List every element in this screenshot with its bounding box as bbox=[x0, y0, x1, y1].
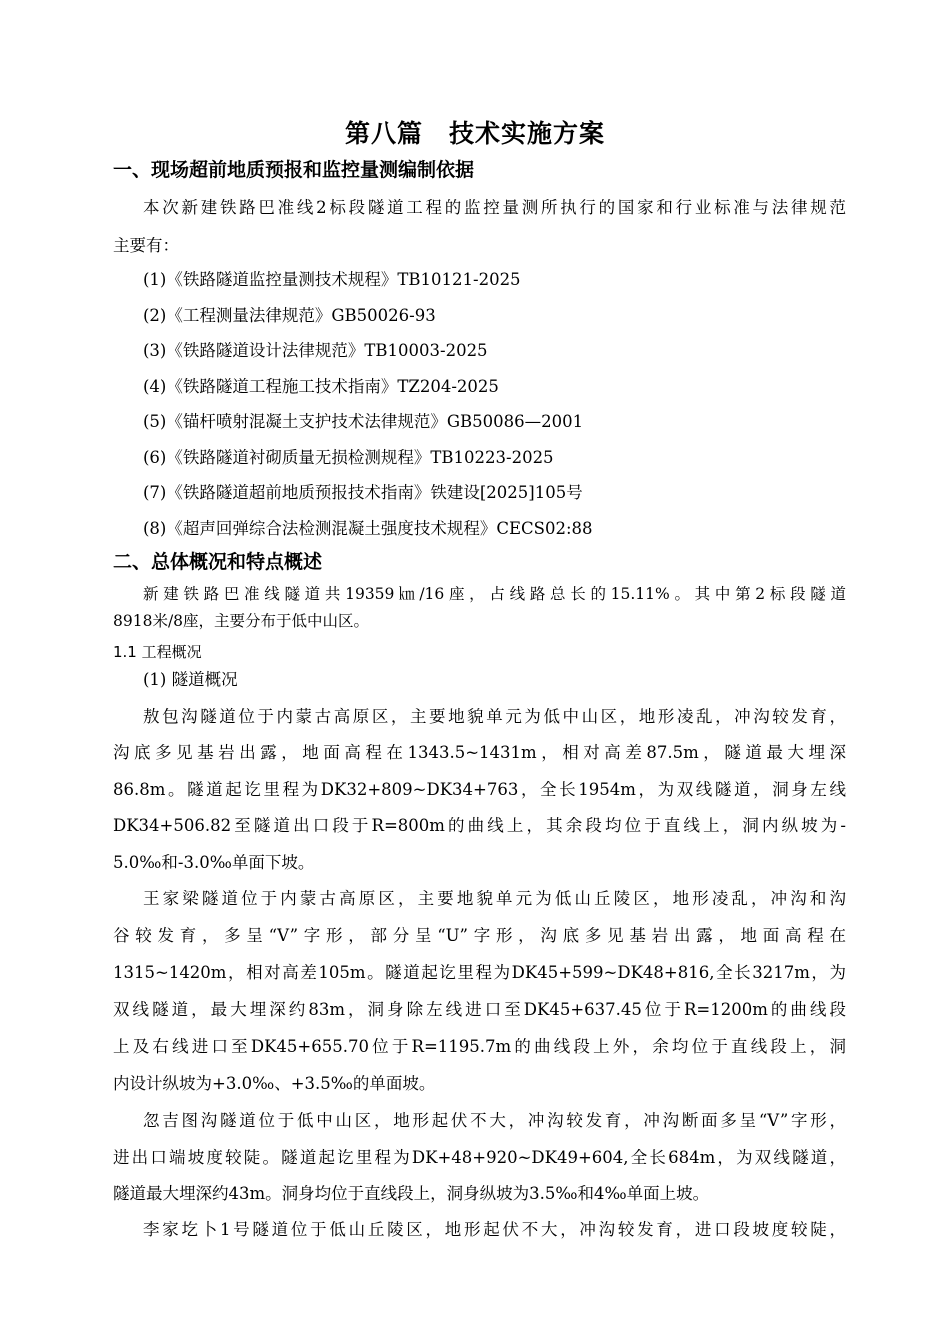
paragraph-line: 1315~1420m，相对高差105m。隧道起讫里程为DK45+599~DK48+816,全长3217m，为 bbox=[113, 963, 846, 982]
paragraph-line: 王家梁隧道位于内蒙古高原区，主要地貌单元为低山丘陵区，地形凌乱，冲沟和沟 bbox=[143, 889, 846, 908]
paragraph-line: 沟底多见基岩出露，地面高程在1343.5~1431m，相对高差87.5m，隧道最大埋深 bbox=[113, 743, 846, 762]
intro-text-line-2: 主要有： bbox=[113, 236, 179, 255]
paragraph-line: 内设计纵坡为+3.0‰、+3.5‰的单面坡。 bbox=[113, 1074, 436, 1093]
section-heading-1: 一、现场超前地质预报和监控量测编制依据 bbox=[113, 159, 475, 181]
reference-item-2: (2)《工程测量法律规范》GB50026-93 bbox=[143, 306, 436, 325]
paragraph-line: 双线隧道，最大埋深约83m，洞身除左线进口至DK45+637.45位于R=1200m的曲线段 bbox=[113, 1000, 846, 1019]
reference-item-8: (8)《超声回弹综合法检测混凝土强度技术规程》CECS02:88 bbox=[143, 519, 593, 538]
paragraph-line: 李家圪卜1号隧道位于低山丘陵区，地形起伏不大，冲沟较发育，进口段坡度较陡， bbox=[143, 1220, 846, 1239]
reference-item-4: (4)《铁路隧道工程施工技术指南》TZ204-2025 bbox=[143, 377, 499, 396]
intro-text-line-1: 本次新建铁路巴准线2标段隧道工程的监控量测所执行的国家和行业标准与法律规范 bbox=[143, 198, 846, 217]
paragraph-line: 隧道最大埋深约43m。洞身均位于直线段上，洞身纵坡为3.5‰和4‰单面上坡。 bbox=[113, 1184, 710, 1203]
paragraph-line: 忽吉图沟隧道位于低中山区，地形起伏不大，冲沟较发育，冲沟断面多呈“V”字形， bbox=[143, 1111, 846, 1130]
paragraph-line: DK34+506.82至隧道出口段于R=800m的曲线上，其余段均位于直线上，洞内纵坡为- bbox=[113, 816, 846, 835]
reference-item-1: (1)《铁路隧道监控量测技术规程》TB10121-2025 bbox=[143, 270, 521, 289]
page-title: 第八篇 技术实施方案 bbox=[344, 119, 605, 148]
paragraph-line: 5.0‰和-3.0‰单面下坡。 bbox=[113, 853, 315, 872]
paragraph-line: 敖包沟隧道位于内蒙古高原区，主要地貌单元为低中山区，地形凌乱，冲沟较发育， bbox=[143, 707, 846, 726]
paragraph-line: 谷较发育，多呈“V”字形，部分呈“U”字形，沟底多见基岩出露，地面高程在 bbox=[113, 926, 846, 945]
sub-item-label: (1) 隧道概况 bbox=[143, 670, 238, 689]
summary-line-2: 8918米/8座，主要分布于低中山区。 bbox=[113, 612, 370, 630]
paragraph-line: 86.8m。隧道起讫里程为DK32+809~DK34+763，全长1954m，为双线隧道，洞身左线 bbox=[113, 780, 846, 799]
sub-heading: 1.1 工程概况 bbox=[113, 643, 202, 661]
reference-item-5: (5)《锚杆喷射混凝土支护技术法律规范》GB50086—2001 bbox=[143, 412, 584, 431]
reference-item-6: (6)《铁路隧道衬砌质量无损检测规程》TB10223-2025 bbox=[143, 448, 554, 467]
paragraph-line: 上及右线进口至DK45+655.70位于R=1195.7m的曲线段上外，余均位于直线段上，洞 bbox=[113, 1037, 846, 1056]
summary-line-1: 新建铁路巴准线隧道共19359㎞/16座，占线路总长的15.11%。其中第2标段隧道 bbox=[143, 585, 846, 603]
paragraph-line: 进出口端坡度较陡。隧道起讫里程为DK+48+920~DK49+604,全长684m，为双线隧道， bbox=[113, 1148, 846, 1167]
reference-item-3: (3)《铁路隧道设计法律规范》TB10003-2025 bbox=[143, 341, 488, 360]
reference-item-7: (7)《铁路隧道超前地质预报技术指南》铁建设[2025]105号 bbox=[143, 483, 583, 502]
section-heading-2: 二、总体概况和特点概述 bbox=[113, 551, 323, 573]
